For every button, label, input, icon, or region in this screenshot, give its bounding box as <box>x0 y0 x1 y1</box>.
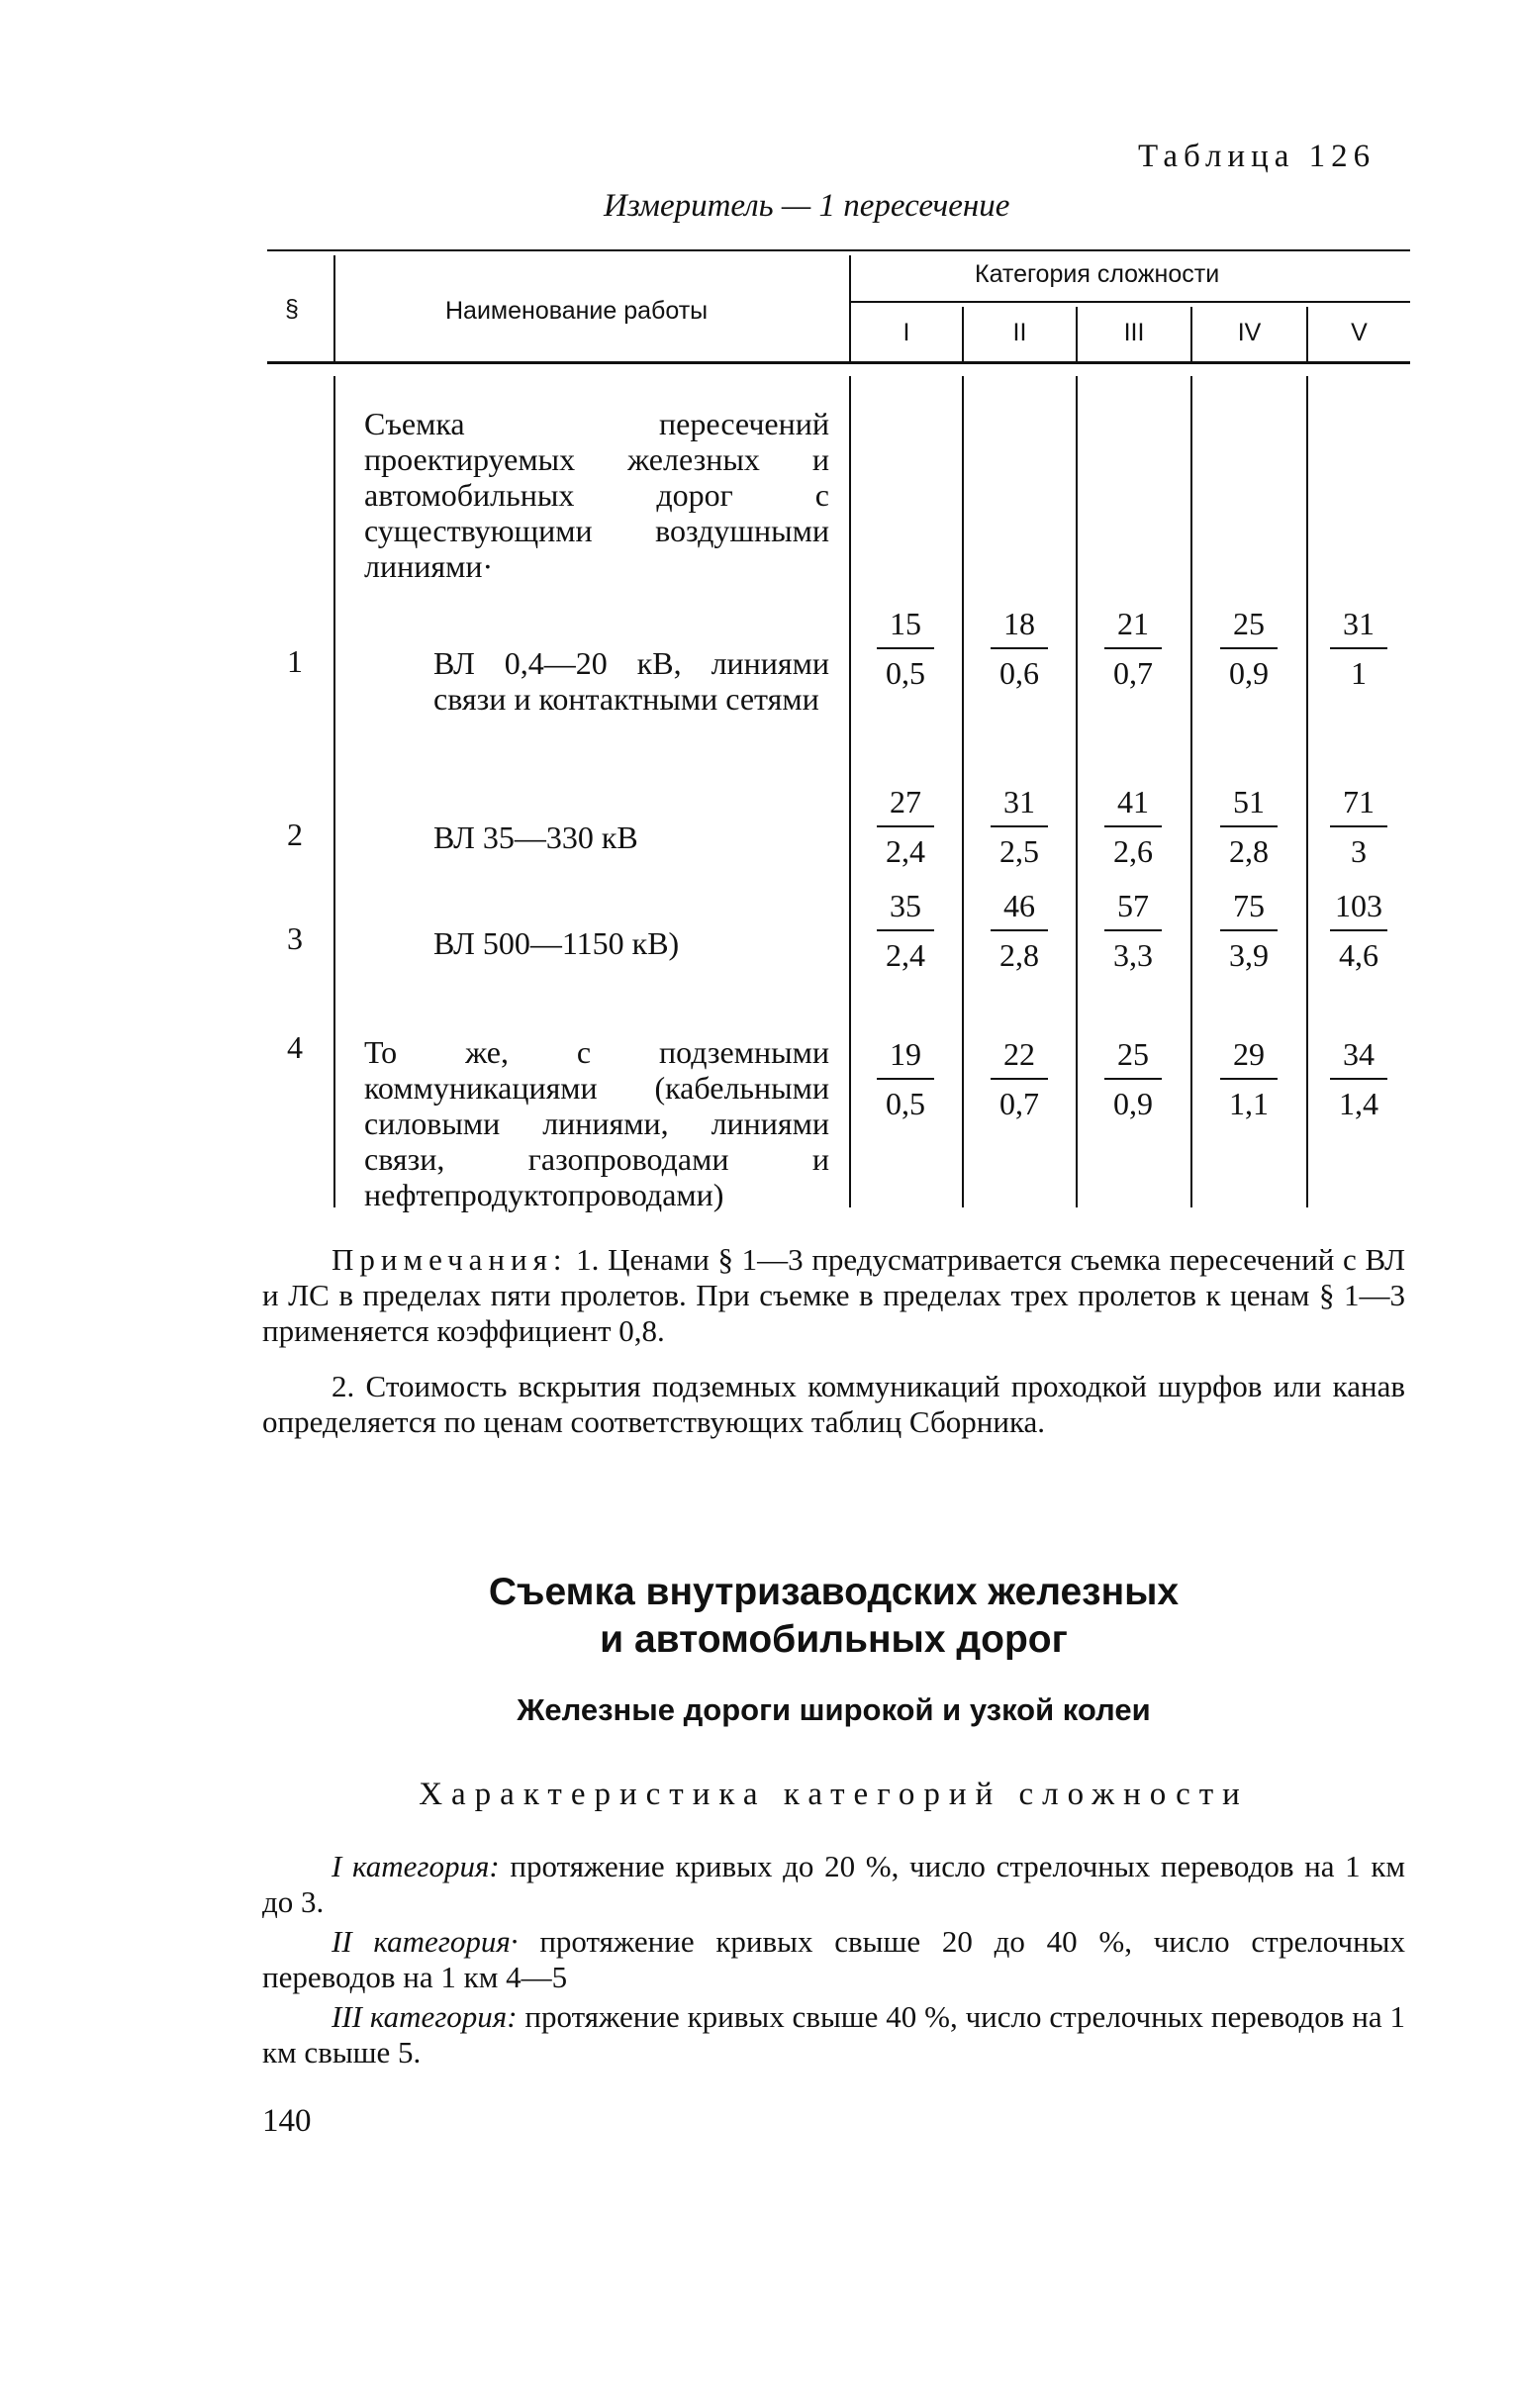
note-1-text: 1. Ценами § 1—3 предусматривается съемка пересечений с ВЛ и ЛС в пределах пяти пролетов. При съемке в пределах трех пролетов к ценам § 1—3 применяется коэффициент 0,8. <box>262 1242 1406 1348</box>
notes-label: Примечания: <box>332 1242 568 1277</box>
value-cell: 103 4,6 <box>1324 886 1393 975</box>
row-work-name: ВЛ 0,4—20 кВ, линиями связи и контактными сетями <box>433 645 829 717</box>
page-number: 140 <box>262 2103 312 2139</box>
value-cell: 34 1,4 <box>1324 1034 1393 1123</box>
characteristic-heading: Характеристика категорий сложности <box>419 1777 1249 1812</box>
row-work-name: То же, с подземными коммуникациями (кабельными силовыми линиями, линиями связи, газопроводами и нефтепродуктопроводами) <box>364 1034 829 1212</box>
value-cell: 19 0,5 <box>871 1034 940 1123</box>
value-cell: 31 1 <box>1324 604 1393 693</box>
col-category-iv: IV <box>1237 319 1262 346</box>
measure-unit: Измеритель — 1 пересечение <box>604 188 1010 224</box>
note-2: 2. Стоимость вскрытия подземных коммуникаций проходкой шурфов или канав определяется по ценам соответствующих таблиц Сборника. <box>262 1369 1405 1439</box>
col-section-header: § <box>285 295 299 323</box>
row-number: 4 <box>287 1029 303 1065</box>
col-category-iii: III <box>1123 319 1145 346</box>
value-cell: 31 2,5 <box>985 782 1054 871</box>
value-cell: 25 0,9 <box>1214 604 1283 693</box>
value-cell: 75 3,9 <box>1214 886 1283 975</box>
col-name-header: Наименование работы <box>445 297 709 325</box>
value-cell: 57 3,3 <box>1098 886 1168 975</box>
value-cell: 18 0,6 <box>985 604 1054 693</box>
value-cell: 35 2,4 <box>871 886 940 975</box>
col-category-i: I <box>902 319 910 346</box>
category-2: II категория· протяжение кривых свыше 20 до 40 %, число стрелочных переводов на 1 км 4—5 <box>262 1924 1406 1994</box>
value-cell: 25 0,9 <box>1098 1034 1168 1123</box>
notes-block <box>262 1242 1405 1460</box>
value-cell: 15 0,5 <box>871 604 940 693</box>
row-number: 2 <box>287 817 303 852</box>
row-work-name: ВЛ 35—330 кВ <box>433 819 638 855</box>
value-cell: 41 2,6 <box>1098 782 1168 871</box>
note-1 <box>262 1242 1405 1349</box>
row-number: 1 <box>287 643 303 679</box>
table-intro-text: Съемка пересечений проектируемых железных и автомобильных дорог с существующими воздушными линиями· <box>364 406 829 584</box>
category-3: III категория: протяжение кривых свыше 40 %, число стрелочных переводов на 1 км свыше 5. <box>262 1999 1405 2070</box>
row-work-name: ВЛ 500—1150 кВ) <box>433 925 680 961</box>
section-title: Съемка внутризаводских железных и автомобильных дорог <box>488 1571 1180 1661</box>
col-category-ii: II <box>1012 319 1027 346</box>
value-cell: 21 0,7 <box>1098 604 1168 693</box>
value-cell: 46 2,8 <box>985 886 1054 975</box>
row-number: 3 <box>287 920 303 956</box>
col-category-group-header: Категория сложности <box>975 260 1220 288</box>
value-cell: 27 2,4 <box>871 782 940 871</box>
value-cell: 22 0,7 <box>985 1034 1054 1123</box>
value-cell: 51 2,8 <box>1214 782 1283 871</box>
section-subtitle: Железные дороги широкой и узкой колеи <box>517 1692 1151 1727</box>
col-category-v: V <box>1351 319 1368 346</box>
category-list <box>262 1849 1405 2074</box>
value-cell: 71 3 <box>1324 782 1393 871</box>
value-cell: 29 1,1 <box>1214 1034 1283 1123</box>
category-1: I категория: протяжение кривых до 20 %, число стрелочных переводов на 1 км до 3. <box>262 1849 1406 1919</box>
table-number: Таблица 126 <box>1138 139 1377 174</box>
